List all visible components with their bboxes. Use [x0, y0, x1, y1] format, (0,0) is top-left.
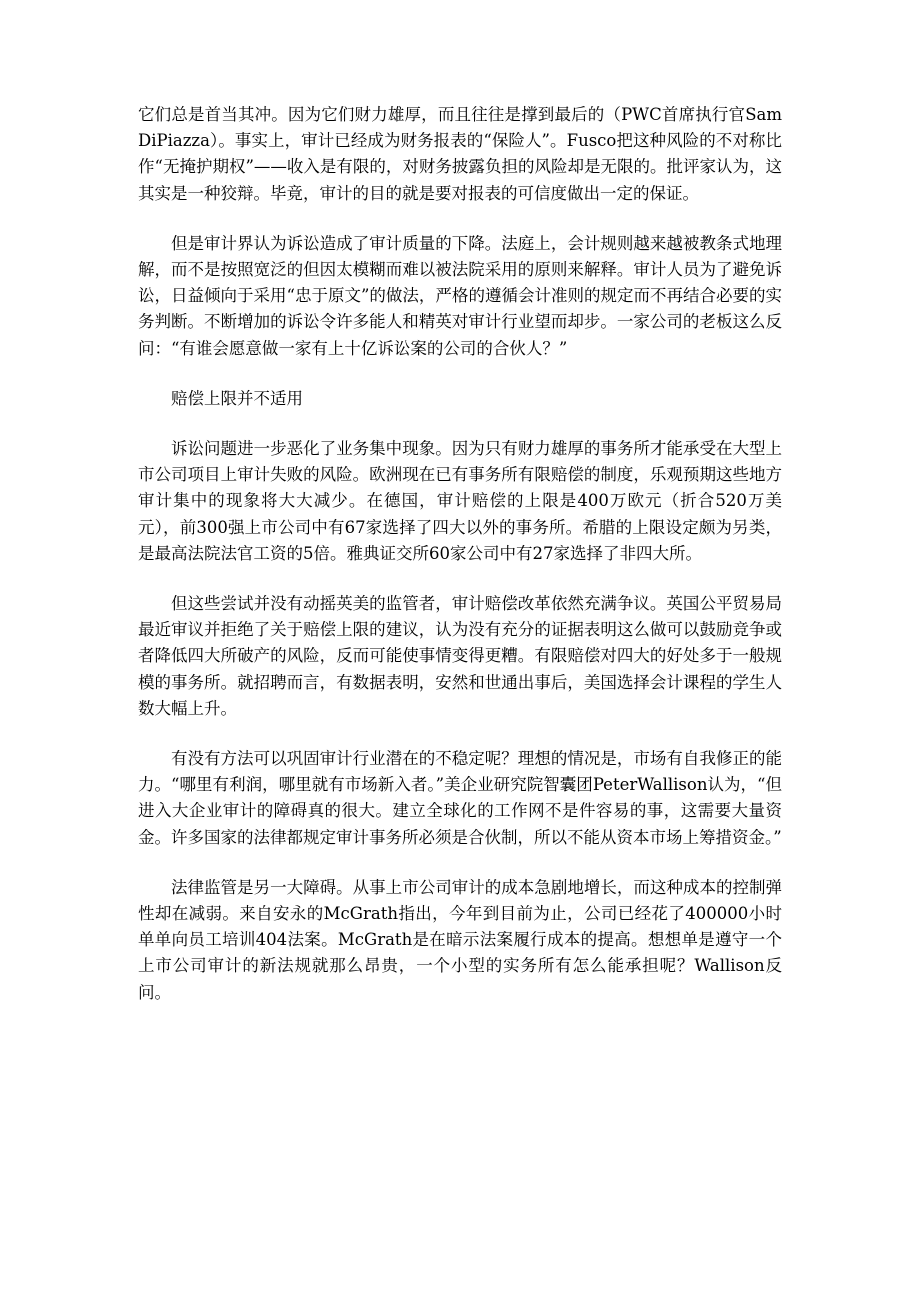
paragraph-legal-barriers: 法律监管是另一大障碍。从事上市公司审计的成本急剧地增长，而这种成本的控制弹性却在减弱。来自安永的McGrath指出，今年到目前为止，公司已经花了400000小时单单向员工培训404法案。McGrath是在暗示法案履行成本的提高。想想单是遵守一个上市公司审计的新法规就那么昂贵，一个小型的实务所有怎么能承担呢？Wallison反问。	[138, 877, 782, 1002]
paragraph-regulators: 但这些尝试并没有动摇英美的监管者，审计赔偿改革依然充满争议。英国公平贸易局最近审议并拒绝了关于赔偿上限的建议，认为没有充分的证据表明这么做可以鼓励竞争或者降低四大所破产的风险，反而可能使事情变得更糟。有限赔偿对四大的好处多于一般规模的事务所。就招聘而言，有数据表明，安然和世通出事后，美国选择会计课程的学生人数大幅上升。	[138, 594, 782, 718]
paragraph-liability-caps: 诉讼问题进一步恶化了业务集中现象。因为只有财力雄厚的事务所才能承受在大型上市公司项目上审计失败的风险。欧洲现在已有事务所有限赔偿的制度，乐观预期这些地方审计集中的现象将大大减少。在德国，审计赔偿的上限是400万欧元（折合520万美元），前300强上市公司中有67家选择了四大以外的事务所。希腊的上限设定颇为另类，是最高法院法官工资的5倍。雅典证交所60家公司中有27家选择了非四大所。	[138, 439, 782, 563]
paragraph-litigation-quality: 但是审计界认为诉讼造成了审计质量的下降。法庭上，会计规则越来越被教条式地理解，而不是按照宽泛的但因太模糊而难以被法院采用的原则来解释。审计人员为了避免诉讼，日益倾向于采用“忠于原文”的做法，严格的遵循会计准则的规定而不再结合必要的实务判断。不断增加的诉讼令许多能人和精英对审计行业望而却步。一家公司的老板这么反问：“有谁会愿意做一家有上十亿诉讼案的公司的合伙人？”	[138, 233, 782, 358]
paragraph-continuation: 它们总是首当其冲。因为它们财力雄厚，而且往往是撑到最后的（PWC首席执行官SamDiPiazza）。事实上，审计已经成为财务报表的“保险人”。Fusco把这种风险的不对称比作“无掩护期权”——收入是有限的，对财务披露负担的风险却是无限的。批评家认为，这其实是一种狡辩。毕竟，审计的目的就是要对报表的可信度做出一定的保证。	[138, 105, 782, 203]
section-heading: 赔偿上限并不适用	[171, 388, 303, 408]
document-page	[138, 102, 782, 1030]
paragraph-market-entry: 有没有方法可以巩固审计行业潜在的不稳定呢？理想的情况是，市场有自我修正的能力。“哪里有利润，哪里就有市场新入者。”美企业研究院智囊团PeterWallison认为，“但进入大企业审计的障碍真的很大。建立全球化的工作网不是件容易的事，这需要大量资金。许多国家的法律都规定审计事务所必须是合伙制，所以不能从资本市场上筹措资金。”	[138, 749, 782, 847]
